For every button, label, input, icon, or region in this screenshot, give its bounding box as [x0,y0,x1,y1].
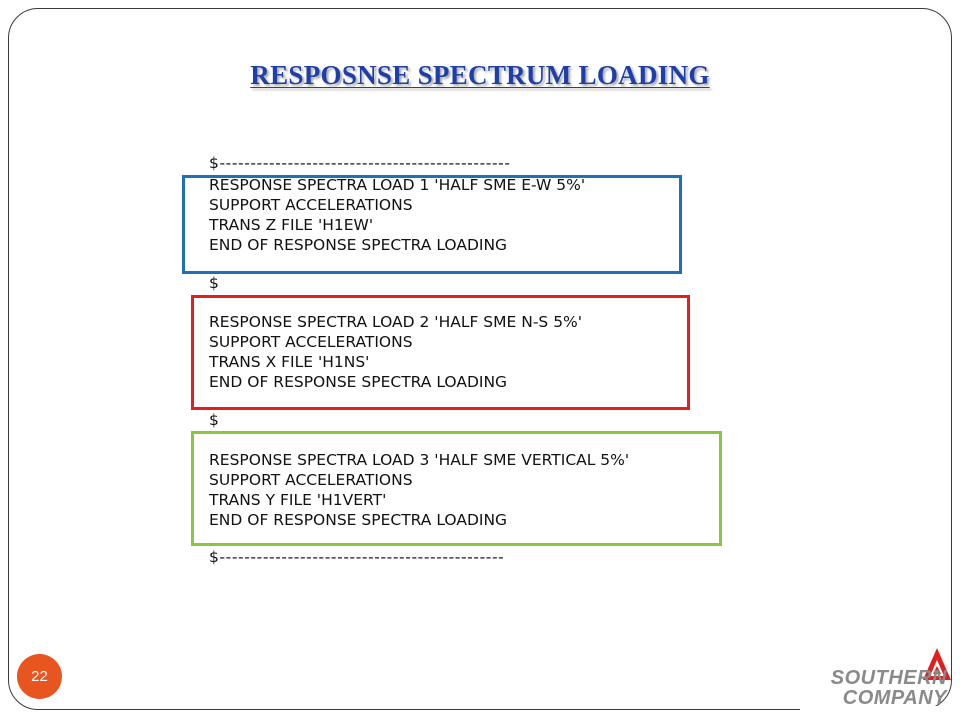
load-3-trans: TRANS Y FILE 'H1VERT' [209,491,387,509]
load-1-support: SUPPORT ACCELERATIONS [209,196,413,214]
logo-text-company: COMPANY [842,687,947,709]
southern-company-logo [797,644,955,710]
separator-line-bottom: $---------------------------------------------- [209,548,505,566]
load-1-end: END OF RESPONSE SPECTRA LOADING [209,236,508,254]
load-2-trans: TRANS X FILE 'H1NS' [209,353,370,371]
slide-number-badge [17,654,62,699]
logo-text-southern: SOUTHERN [830,667,947,689]
load-1-header: RESPONSE SPECTRA LOAD 1 'HALF SME E-W 5%' [209,176,586,194]
load-2-header: RESPONSE SPECTRA LOAD 2 'HALF SME N-S 5%' [209,313,583,331]
separator-line-top: $----------------------------------------------- [209,154,511,172]
load-3-end: END OF RESPONSE SPECTRA LOADING [209,511,508,529]
load-3-header: RESPONSE SPECTRA LOAD 3 'HALF SME VERTICAL 5%' [209,451,630,469]
load-2-support: SUPPORT ACCELERATIONS [209,333,413,351]
load-3-support: SUPPORT ACCELERATIONS [209,471,413,489]
load-1-trans: TRANS Z FILE 'H1EW' [209,216,374,234]
load-2-end: END OF RESPONSE SPECTRA LOADING [209,373,508,391]
slide-number: 22 [31,668,48,685]
slide-title: RESPOSNSE SPECTRUM LOADING [250,60,710,90]
dollar-line-2: $ [209,411,219,429]
dollar-line-1: $ [209,274,219,292]
